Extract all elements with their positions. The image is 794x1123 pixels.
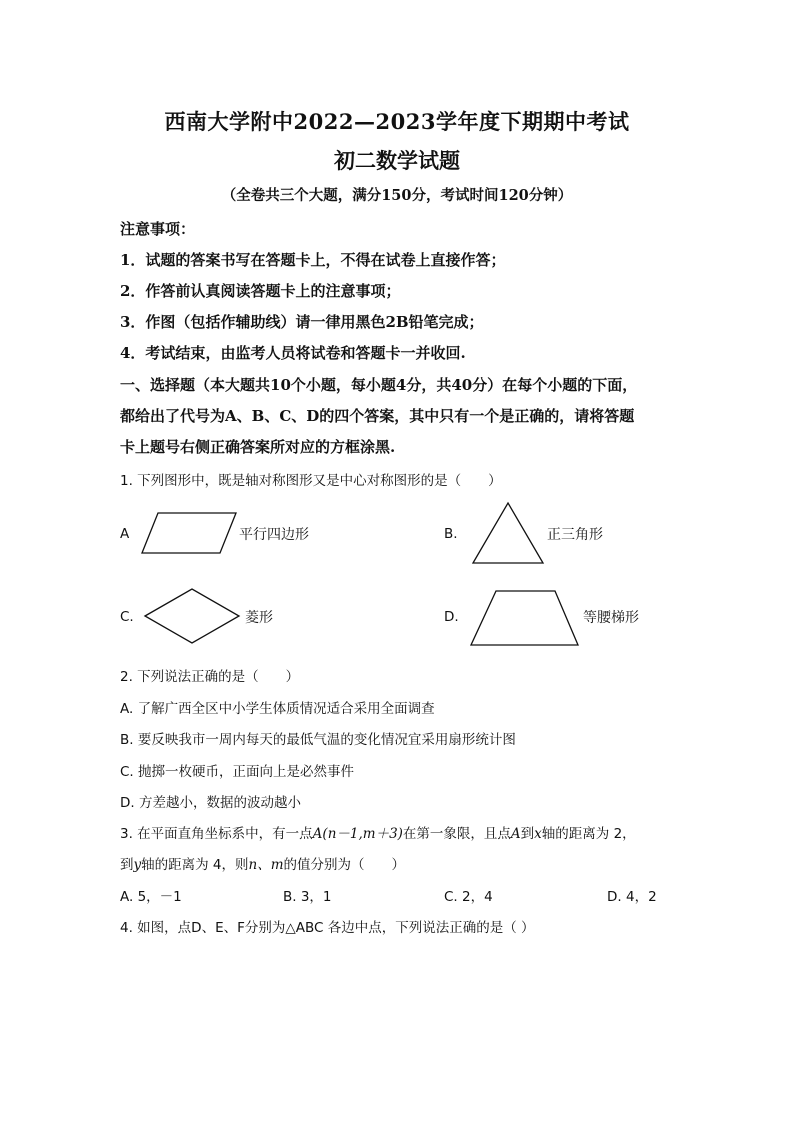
q1-option-d-label: 等腰梯形 [583,610,639,626]
q3-text-4: 轴的距离为 2， [541,826,636,842]
note-item-1: 1．试题的答案书写在答题卡上，不得在试卷上直接作答； [120,251,506,269]
notes-heading: 注意事项： [120,220,196,238]
q1-option-d-letter: D. [444,609,459,625]
q1-option-a-label: 平行四边形 [239,527,309,543]
q3-x-variable: x [534,826,542,842]
q3-option-a: A. 5，－1 [120,889,182,905]
q3-text-6: 轴的距离为 4，则 [141,857,249,873]
q3-point-expression: A(n－1,m＋3) [312,826,403,842]
q3-text-3: 到 [520,826,535,842]
q3-option-b: B. 3，1 [283,889,332,905]
q3-text-5: 到 [120,857,134,873]
q2-option-c: C. 抛掷一枚硬币，正面向上是必然事件 [120,764,355,780]
question-3-stem-line-2 [120,853,405,873]
section1-line-3: 卡上题号右侧正确答案所对应的方框涂黑. [120,438,396,456]
q1-option-a-letter: A [120,526,130,542]
q2-option-b: B. 要反映我市一周内每天的最低气温的变化情况宜采用扇形统计图 [120,732,516,748]
exam-subtitle: 初二数学试题 [334,148,460,173]
parallelogram-icon [140,510,240,556]
q3-option-d: D. 4，2 [607,889,657,905]
q3-point-name: A [510,826,521,842]
section1-line-2: 都给出了代号为A、B、C、D的四个答案，其中只有一个是正确的，请将答题 [120,407,635,425]
q3-y-variable: y [133,857,142,873]
trapezoid-icon [469,588,581,648]
question-3-stem-line-1 [120,822,636,842]
q1-option-b-label: 正三角形 [547,527,603,543]
note-item-4: 4．考试结束，由监考人员将试卷和答题卡一并收回. [120,344,466,362]
section1-line-1: 一、选择题（本大题共10个小题，每小题4分，共40分）在每个小题的下面， [120,376,638,394]
q3-option-c: C. 2，4 [444,889,493,905]
q1-option-c-label: 菱形 [245,610,273,626]
exam-title: 西南大学附中2022—2023学年度下期期中考试 [164,109,630,134]
q3-text-1: 3. 在平面直角坐标系中，有一点 [120,826,313,842]
q3-text-2: 在第一象限，且点 [402,826,511,842]
q3-text-7: 的值分别为（ ） [283,857,406,873]
q1-option-b-letter: B. [444,526,458,542]
exam-info: （全卷共三个大题，满分150分，考试时间120分钟） [221,187,573,204]
q2-option-a: A. 了解广西全区中小学生体质情况适合采用全面调查 [120,701,435,717]
note-item-2: 2．作答前认真阅读答题卡上的注意事项； [120,282,401,300]
question-1-stem: 1. 下列图形中，既是轴对称图形又是中心对称图形的是（ ） [120,473,502,489]
q1-option-c-letter: C. [120,609,134,625]
note-item-3: 3．作图（包括作辅助线）请一律用黑色2B铅笔完成； [120,313,484,331]
triangle-icon [470,500,546,566]
rhombus-icon [143,587,243,645]
q3-variables: n、m [248,857,284,873]
question-4-stem: 4. 如图，点D、E、F分别为△ABC 各边中点，下列说法正确的是（ ） [120,920,535,936]
q2-option-d: D. 方差越小，数据的波动越小 [120,795,301,811]
question-2-stem: 2. 下列说法正确的是（ ） [120,669,300,685]
